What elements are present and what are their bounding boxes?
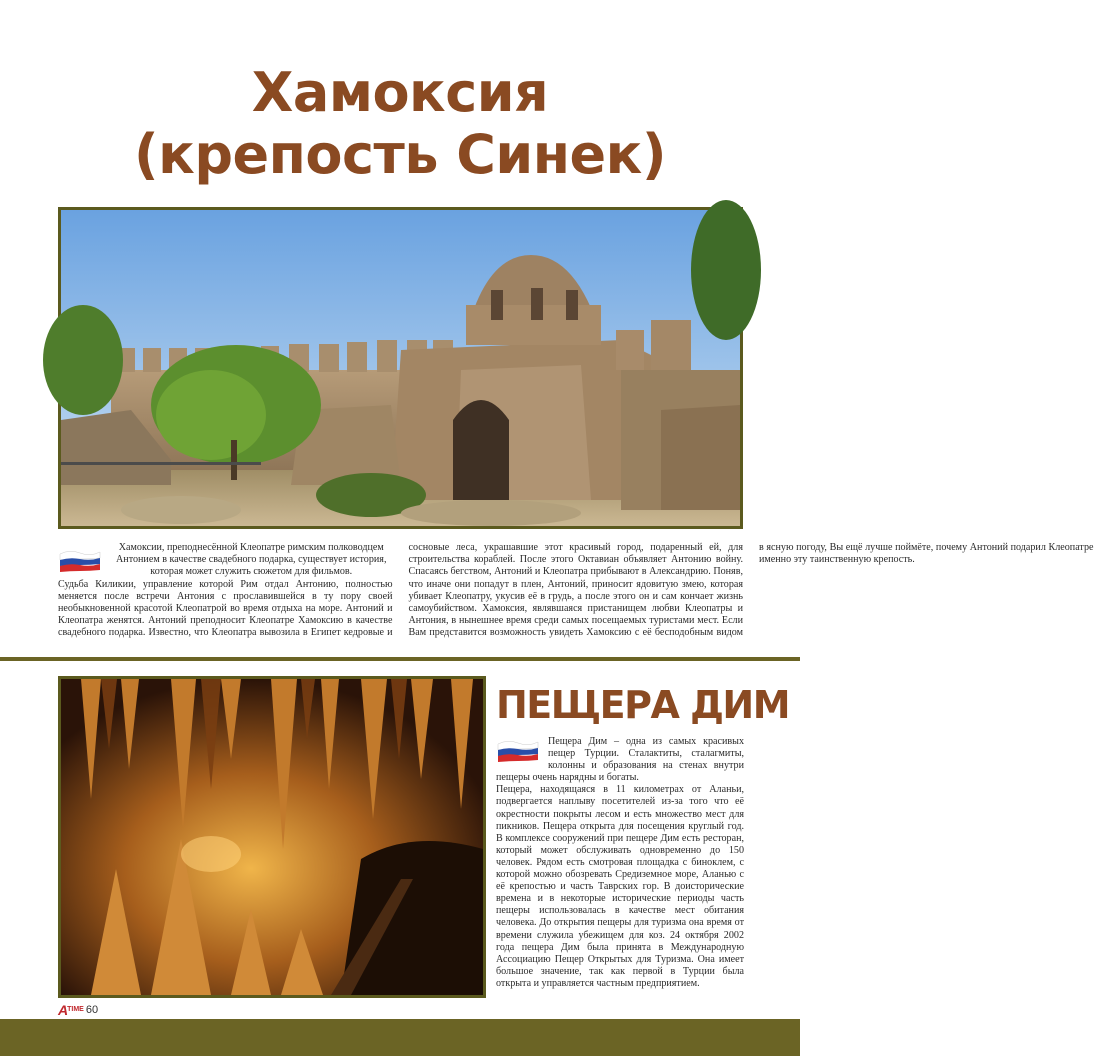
fortress-article <box>58 542 1094 650</box>
footer-band <box>0 1019 800 1056</box>
cave-article-lead: Пещера Дим – одна из самых красивых пещер Турции. Сталактиты, сталагмиты, колонны и образования на стенах внутри пещеры очень нарядны и богаты. <box>496 736 744 784</box>
russian-flag-icon <box>58 548 102 574</box>
fortress-article-lead: Хамоксии, преподнесённой Клеопатре римским полководцем Антонием в качестве свадебного подарка, существует история, которая может служить сюжетом для фильмов. <box>116 542 387 578</box>
fortress-illustration <box>61 210 740 526</box>
fortress-photo <box>58 207 743 529</box>
cave-photo <box>58 676 486 998</box>
section-title: ПЕЩЕРА ДИМ <box>496 683 790 727</box>
title-line-2: (крепость Синек) <box>134 123 666 186</box>
cave-article-body: Пещера, находящаяся в 11 километрах от Аланьи, подвергается наплыву посетителей из-за того что её окрестности покрыты лесом и есть множество мест для пикников. Пещера открыта для посещения круглый год. В комплексе сооружений при пещере Дим есть ресторан, который может обслуживать одновременно до 150 человек. Рядом есть смотровая площадка с биноклем, с которой можно обозревать Средиземное море, Аланью с её крепостью и часть Таврских гор. В доисторические времена и в некоторые исторические периоды часть пещеры использовалась в качестве мест обитания человека. До открытия пещеры для туризма она время от времени служила убежищем для коз. 24 октября 2002 года пещера Дим была принята в Международную Ассоциацию Пещер Открытых для Туризма. Она имеет большое значение, так как первой в Турции была открыта и управляется частным предприятием. <box>496 784 744 989</box>
page-title <box>0 62 800 186</box>
fortress-article-body: Судьба Киликии, управление которой Рим отдал Антонию, полностью меняется после встречи Антония с прославившейся в ту пору своей необыкновенной красотой Клеопатрой во время отдыха на море. Антоний и Клеопатра женятся. Антоний преподносит Клеопатре Хамоксию в качестве свадебного подарка. Известно, что Клеопатра вывозила в Египет кедровые и сосновые леса, украшавшие этот красивый город, подаренный ей, для строительства кораблей. После этого Октавиан объявляет Антонию войну. Спасаясь бегством, Антоний и Клеопатра прибывают в Александрию. Поняв, что иначе они попадут в плен, Антоний, приносит ядовитую змею, которая убивает Клеопатру, укусив её в грудь, а после этого он и сам кончает жизнь самоубийством. Хамоксия, являвшаяся пристанищем любви Клеопатры и Антония, в нынешнее время среди самых посещаемых туристами мест. Если Вам представится возможность увидеть Хамоксию с её бесподобным видом в ясную погоду, Вы ещё лучше поймёте, почему Антоний подарил Клеопатре именно эту таинственную крепость. <box>58 542 1094 639</box>
title-line-1: Хамоксия <box>251 61 549 124</box>
page-number: 60 <box>85 1004 99 1016</box>
footer-logo <box>58 1003 98 1017</box>
logo-mark: A <box>58 1002 69 1018</box>
russian-flag-icon <box>496 738 540 764</box>
section-divider <box>0 657 800 661</box>
cave-article <box>496 736 744 990</box>
logo-text: TIME <box>67 1006 84 1013</box>
cave-illustration <box>61 679 483 995</box>
